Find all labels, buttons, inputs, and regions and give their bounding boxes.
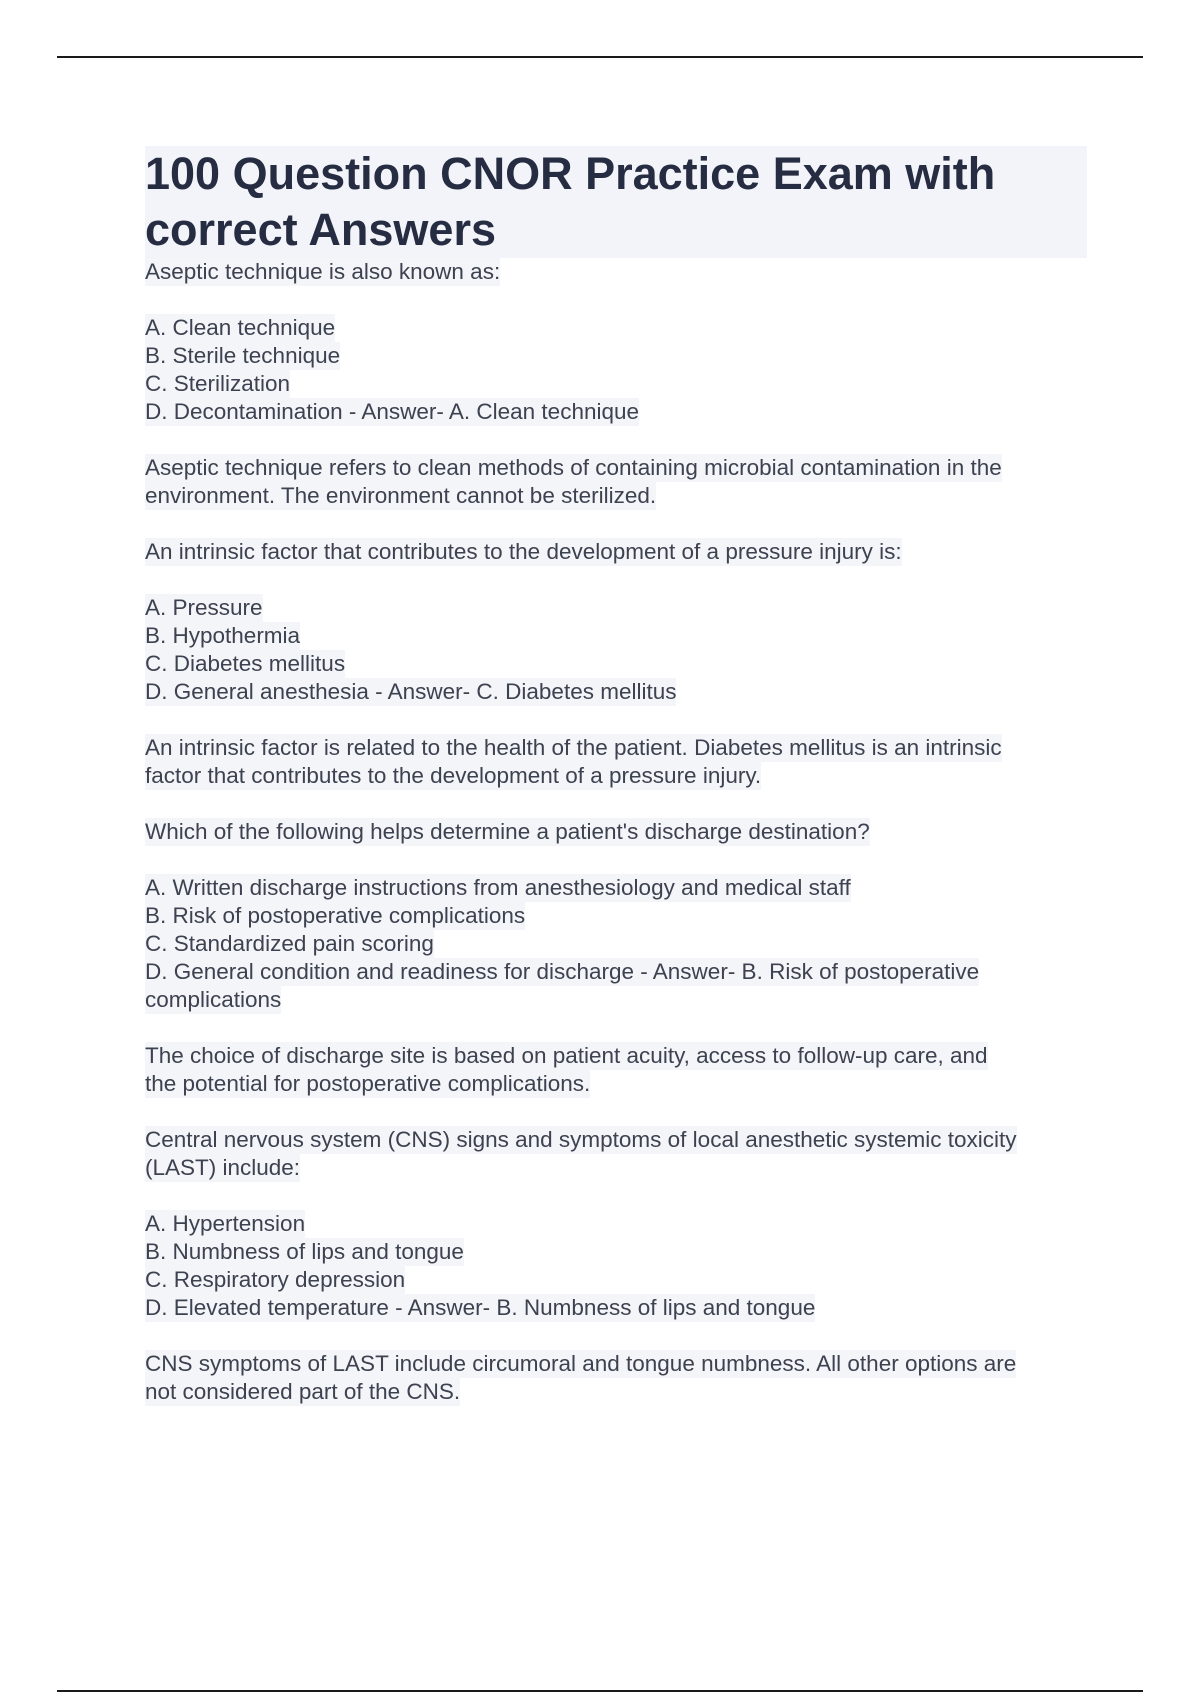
option-with-answer: D. Elevated temperature - Answer- B. Numbness of lips and tongue	[145, 1295, 816, 1320]
explanation-line: factor that contributes to the development of a pressure injury.	[145, 763, 762, 788]
question-text: (LAST) include:	[145, 1155, 301, 1180]
question-text: Aseptic technique is also known as:	[145, 259, 501, 284]
question-block	[145, 538, 1087, 818]
question-text: Which of the following helps determine a patient's discharge destination?	[145, 819, 870, 844]
option: A. Written discharge instructions from anesthesiology and medical staff	[145, 875, 851, 900]
option: A. Pressure	[145, 595, 263, 620]
option: A. Clean technique	[145, 315, 336, 340]
explanation-line: the potential for postoperative complications.	[145, 1071, 591, 1096]
explanation-line: environment. The environment cannot be sterilized.	[145, 483, 657, 508]
explanation-line: Aseptic technique refers to clean methods of containing microbial contamination in the	[145, 455, 1002, 480]
question-text: Central nervous system (CNS) signs and symptoms of local anesthetic systemic toxicity	[145, 1127, 1017, 1152]
option-with-answer: D. General condition and readiness for discharge - Answer- B. Risk of postoperative	[145, 959, 980, 984]
explanation-line: The choice of discharge site is based on patient acuity, access to follow-up care, and	[145, 1043, 988, 1068]
question-block	[145, 818, 1087, 1126]
bottom-rule	[57, 1690, 1143, 1692]
option: C. Standardized pain scoring	[145, 931, 434, 956]
question-text: An intrinsic factor that contributes to the development of a pressure injury is:	[145, 539, 902, 564]
option-with-answer: D. Decontamination - Answer- A. Clean technique	[145, 399, 640, 424]
question-block	[145, 1126, 1087, 1406]
top-rule	[57, 56, 1143, 58]
page-title: 100 Question CNOR Practice Exam with correct Answers	[145, 146, 1087, 258]
option: B. Hypothermia	[145, 623, 301, 648]
explanation-line: CNS symptoms of LAST include circumoral and tongue numbness. All other options are	[145, 1351, 1017, 1376]
option: B. Numbness of lips and tongue	[145, 1239, 464, 1264]
option-with-answer: D. General anesthesia - Answer- C. Diabetes mellitus	[145, 679, 677, 704]
option-with-answer-continued: complications	[145, 987, 282, 1012]
explanation-line: An intrinsic factor is related to the health of the patient. Diabetes mellitus is an intrinsic	[145, 735, 1002, 760]
document-body	[145, 146, 1087, 1406]
explanation-line: not considered part of the CNS.	[145, 1379, 461, 1404]
option: B. Sterile technique	[145, 343, 341, 368]
option: C. Diabetes mellitus	[145, 651, 346, 676]
option: A. Hypertension	[145, 1211, 306, 1236]
question-block	[145, 258, 1087, 538]
option: C. Sterilization	[145, 371, 291, 396]
option: B. Risk of postoperative complications	[145, 903, 526, 928]
option: C. Respiratory depression	[145, 1267, 406, 1292]
